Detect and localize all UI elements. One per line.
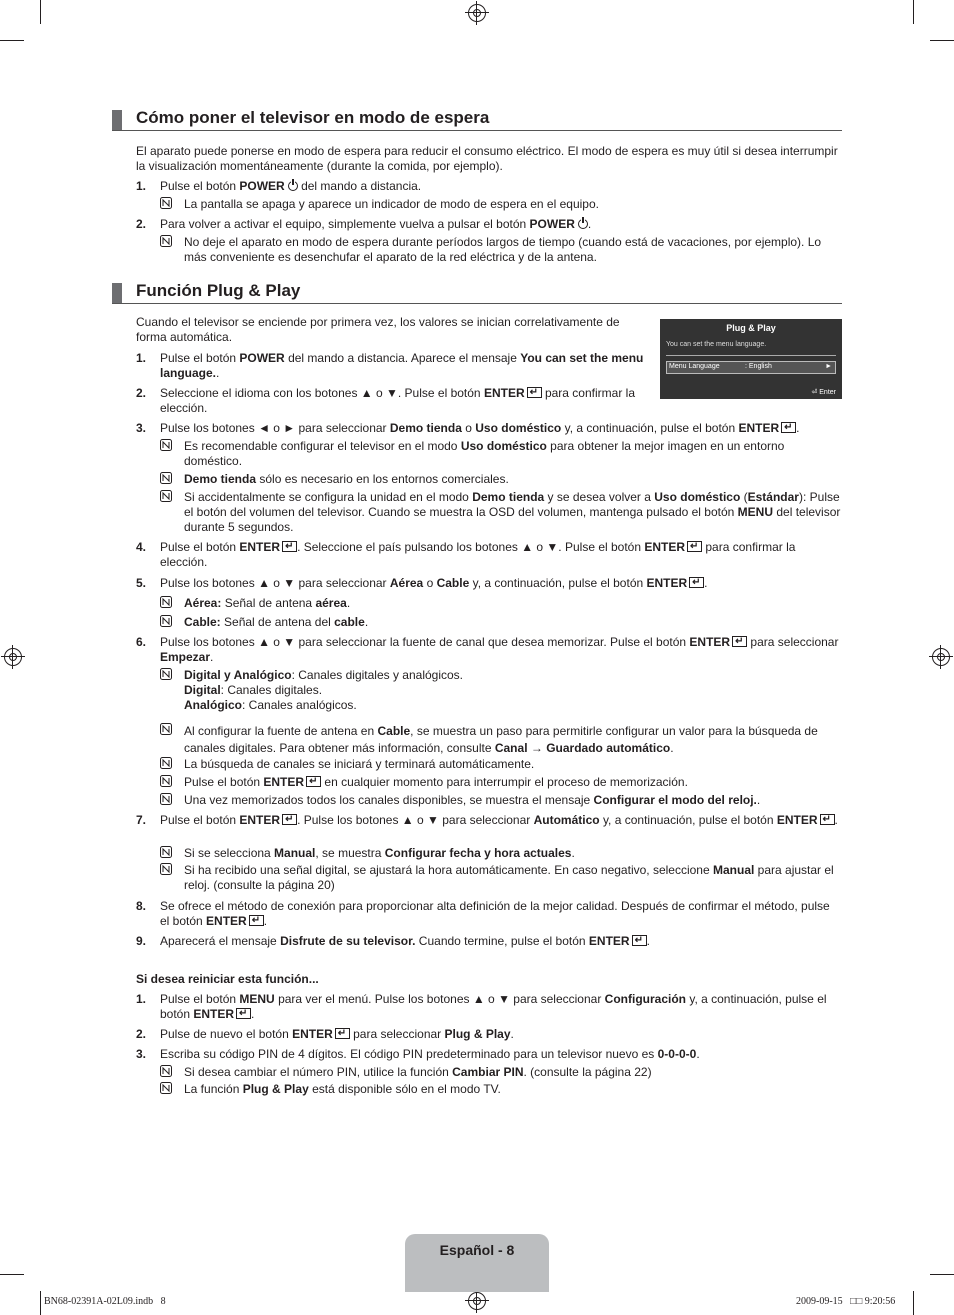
pp-step-5: Pulse los botones ▲ o ▼ para seleccionar Aérea o Cable y, a continuación, pulse el botón ENTER↵ . — [160, 576, 842, 591]
enter-icon — [335, 1028, 350, 1039]
note-icon — [160, 723, 172, 735]
pp-note: Si accidentalmente se configura la unidad en el modo Demo tienda y se desea volver a Uso doméstico (Estándar): Pulse el botón del volumen del televisor. Cuando se muestra la OSD del volumen, mantenga pulsado el botón MENU del televisor durante 5 segundos. — [184, 490, 841, 534]
note-icon — [160, 757, 172, 769]
power-icon — [578, 219, 588, 229]
page-label: Español - 8 — [439, 1242, 515, 1258]
note-icon — [160, 793, 172, 805]
pp-step-6: Pulse los botones ▲ o ▼ para seleccionar la fuente de canal que desea memorizar. Pulse el botón ENTER↵ para seleccionar Empezar. — [160, 635, 842, 665]
standby-intro: El aparato puede ponerse en modo de espera para reducir el consumo eléctrico. El modo de espera es muy útil si desea interrumpir la visualización momentáneamente (durante la comida, por ejemplo). — [136, 144, 838, 173]
step-number: 5. — [136, 576, 147, 590]
enter-icon — [236, 1008, 251, 1019]
enter-icon — [282, 814, 297, 825]
note-icon — [160, 235, 172, 247]
enter-icon — [249, 915, 264, 926]
section-heading-standby — [112, 110, 842, 131]
crop-mark — [913, 1291, 914, 1315]
osd-message: You can set the menu language. — [666, 341, 767, 348]
pp-note: La búsqueda de canales se iniciará y terminará automáticamente. — [184, 757, 535, 771]
crop-mark — [40, 0, 41, 24]
pp-note: Es recomendable configurar el televisor en el modo Uso doméstico para obtener la mejor imagen en un entorno doméstico. — [184, 439, 785, 468]
osd-row-value: : English — [745, 363, 772, 370]
heading-bar — [112, 283, 122, 303]
pp-note: Demo tienda sólo es necesario en los entornos comerciales. — [184, 472, 509, 486]
note-icon — [160, 615, 172, 627]
reset-note: La función Plug & Play está disponible sólo en el modo TV. — [184, 1082, 501, 1096]
file-slug: BN68-02391A-02L09.indb 8 — [44, 1296, 166, 1307]
pp-step-3: Pulse los botones ◄ o ► para seleccionar Demo tienda o Uso doméstico y, a continuación, pulse el botón ENTER↵ . — [160, 421, 842, 436]
pp-note: Una vez memorizados todos los canales disponibles, se muestra el mensaje Configurar el modo del reloj.. — [184, 793, 761, 807]
step-number: 9. — [136, 934, 147, 948]
registration-mark-icon — [932, 648, 950, 666]
crop-mark — [930, 40, 954, 41]
crop-mark — [930, 1274, 954, 1275]
note-icon — [160, 1065, 172, 1077]
enter-icon — [282, 541, 297, 552]
registration-mark-icon — [468, 1292, 486, 1310]
pp-note: Aérea: Señal de antena aérea. — [184, 596, 351, 610]
step-number: 2. — [136, 1027, 147, 1041]
standby-step-1: Pulse el botón POWER del mando a distancia. — [160, 179, 422, 193]
note-icon — [160, 439, 172, 451]
step-number: 3. — [136, 1047, 147, 1061]
pp-note: Si se selecciona Manual, se muestra Configurar fecha y hora actuales. — [184, 846, 575, 860]
step-number: 1. — [136, 179, 147, 193]
step-number: 3. — [136, 421, 147, 435]
standby-note-2: No deje el aparato en modo de espera durante períodos largos de tiempo (cuando está de vacaciones, por ejemplo). Lo más conveniente es desenchufar el aparato de la red eléctrica y de la antena. — [184, 235, 822, 264]
note-icon — [160, 1082, 172, 1094]
step-number: 8. — [136, 899, 147, 913]
note-icon — [160, 490, 172, 502]
step-number: 1. — [136, 992, 147, 1006]
pp-step-2: Seleccione el idioma con los botones ▲ o ▼. Pulse el botón ENTER↵ para confirmar la elección. — [160, 386, 648, 416]
enter-icon — [732, 636, 747, 647]
date-slug: 2009-09-15 □□ 9:20:56 — [796, 1296, 896, 1307]
note-icon — [160, 775, 172, 787]
enter-icon — [527, 387, 542, 398]
note-icon — [160, 472, 172, 484]
crop-mark — [40, 1291, 41, 1315]
pp-note: Si ha recibido una señal digital, se ajustará la hora automáticamente. En caso negativo, seleccione Manual para ajustar el reloj. (consulte la página 20) — [184, 863, 834, 892]
pp-note: Al configurar la fuente de antena en Cable, se muestra un paso para permitirle configurar un valor para la búsqueda de canales digitales. Para obtener más información, consulte Canal → Guardado automático. — [184, 724, 818, 755]
osd-menu-language-row — [666, 361, 836, 374]
step-number: 7. — [136, 813, 147, 827]
enter-icon — [820, 814, 835, 825]
crop-mark — [913, 0, 914, 24]
registration-mark-icon — [468, 4, 486, 22]
pp-step-4: Pulse el botón ENTER↵ . Seleccione el país pulsando los botones ▲ o ▼. Pulse el botón ENTER↵ para confirmar la elección. — [160, 540, 842, 570]
enter-icon — [687, 541, 702, 552]
pp-step-1: Pulse el botón POWER del mando a distancia. Aparece el mensaje You can set the menu language.. — [160, 351, 644, 380]
step-number: 1. — [136, 351, 147, 365]
reset-step-2: Pulse de nuevo el botón ENTER↵ para seleccionar Plug & Play. — [160, 1027, 842, 1042]
osd-enter-hint: ⏎ Enter — [811, 389, 836, 396]
step-number: 2. — [136, 217, 147, 231]
reset-step-3: Escriba su código PIN de 4 dígitos. El código PIN predeterminado para un televisor nuevo es 0-0-0-0. — [160, 1047, 700, 1061]
step-number: 6. — [136, 635, 147, 649]
heading-bar — [112, 110, 122, 130]
section-heading-plug-play — [112, 283, 842, 304]
note-icon — [160, 596, 172, 608]
note-icon — [160, 668, 172, 680]
enter-icon — [781, 422, 796, 433]
pp-note: Pulse el botón ENTER↵ en cualquier momento para interrumpir el proceso de memorización. — [184, 775, 842, 790]
pp-step-8: Se ofrece el método de conexión para proporcionar alta definición de la mejor calidad. Después de confirmar el método, pulse el botón ENTER↵ . — [160, 899, 842, 929]
osd-row-label: Menu Language — [669, 363, 720, 370]
reset-heading: Si desea reiniciar esta función... — [136, 972, 319, 986]
plug-play-intro: Cuando el televisor se enciende por primera vez, los valores se inician correlativamente de forma automática. — [136, 315, 620, 344]
enter-icon — [306, 776, 321, 787]
section-title: Cómo poner el televisor en modo de espera — [136, 108, 490, 127]
enter-icon — [632, 935, 647, 946]
step-number: 2. — [136, 386, 147, 400]
pp-step-9: Aparecerá el mensaje Disfrute de su televisor. Cuando termine, pulse el botón ENTER↵ . — [160, 934, 842, 949]
note-icon — [160, 863, 172, 875]
standby-step-2: Para volver a activar el equipo, simplemente vuelva a pulsar el botón POWER . — [160, 217, 592, 231]
reset-note: Si desea cambiar el número PIN, utilice la función Cambiar PIN. (consulte la página 22) — [184, 1065, 652, 1079]
note-icon — [160, 846, 172, 858]
power-icon — [288, 181, 298, 191]
note-icon — [160, 197, 172, 209]
registration-mark-icon — [4, 648, 22, 666]
crop-mark — [0, 1274, 24, 1275]
plug-play-osd-screen — [660, 319, 842, 399]
osd-arrow-right-icon: ► — [825, 363, 832, 370]
page-number-tab — [405, 1234, 549, 1292]
enter-icon — [689, 577, 704, 588]
step-number: 4. — [136, 540, 147, 554]
pp-note: Cable: Señal de antena del cable. — [184, 615, 369, 629]
section-title: Función Plug & Play — [136, 281, 301, 300]
reset-step-1: Pulse el botón MENU para ver el menú. Pulse los botones ▲ o ▼ para seleccionar Configuración y, a continuación, pulse el botón ENTER↵ . — [160, 992, 842, 1022]
osd-title: Plug & Play — [726, 323, 776, 333]
pp-step-7: Pulse el botón ENTER↵ . Pulse los botones ▲ o ▼ para seleccionar Automático y, a continuación, pulse el botón ENTER↵ . — [160, 813, 842, 828]
crop-mark — [0, 40, 24, 41]
pp-note: Digital y Analógico: Canales digitales y analógicos. Digital: Canales digitales. Analógico: Canales analógicos. — [184, 668, 464, 712]
osd-divider — [666, 355, 836, 356]
standby-note-1: La pantalla se apaga y aparece un indicador de modo de espera en el equipo. — [184, 197, 599, 211]
